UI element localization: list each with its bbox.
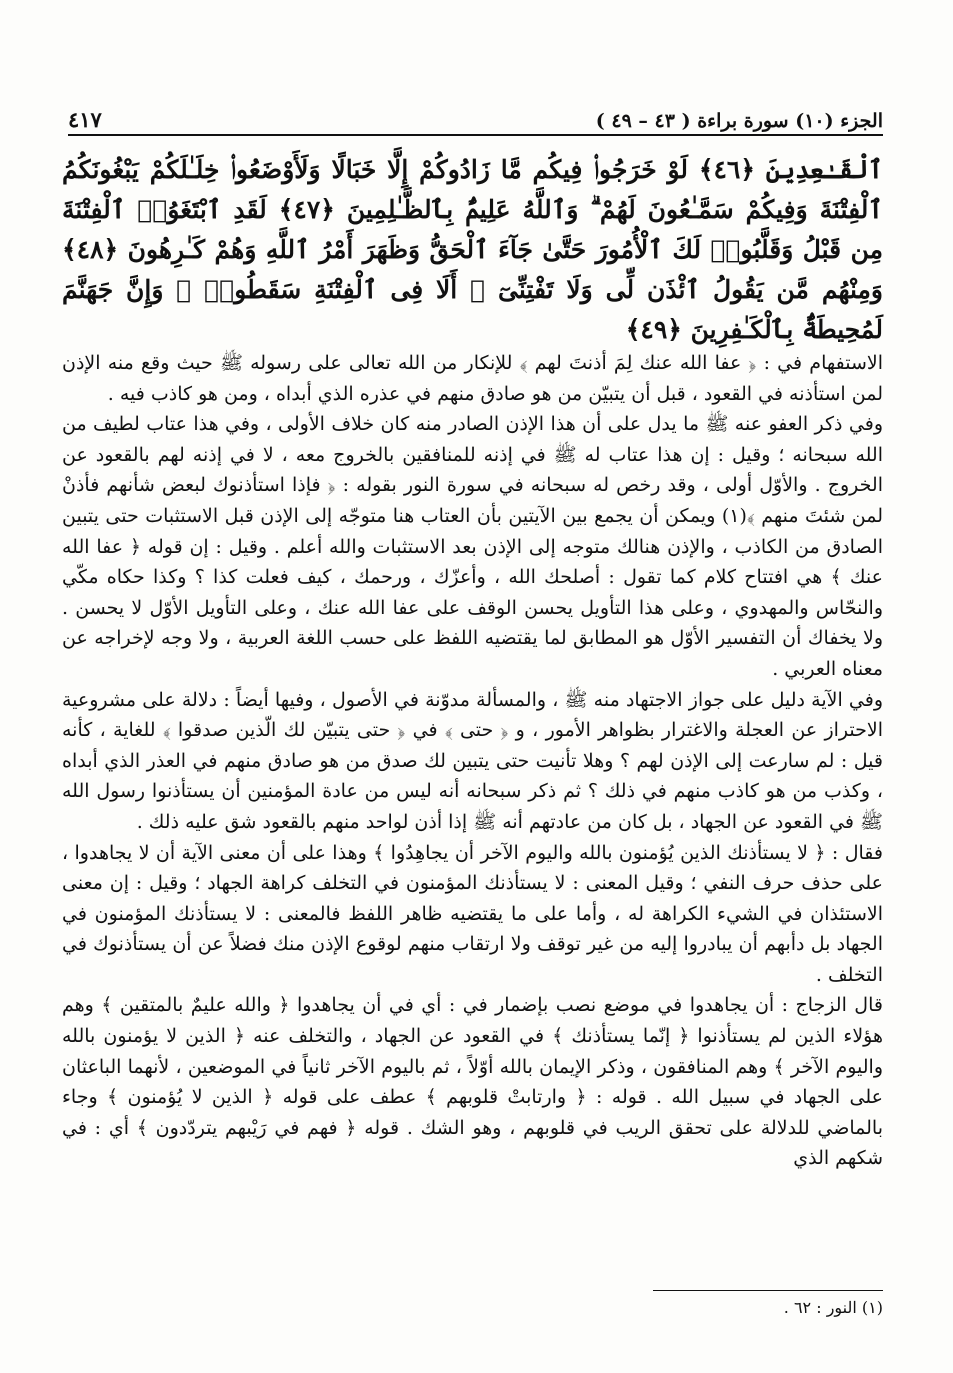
page-header	[68, 98, 883, 132]
commentary-paragraph: قال الزجاج : أن يجاهدوا في موضع نصب بإضمار في : أي في أن يجاهدوا ﴿ والله عليمٌ بالمتقين ﴾ وهم هؤلاء الذين لم يستأذنوا ﴿ إنّما يستأذنك ﴾ في القعود عن الجهاد ، والتخلف عنه ﴿ الذين لا يؤمنون بالله واليوم الآخر ﴾ وهم المنافقون ، وذكر الإيمان بالله أوّلاً ، ثم باليوم الآخر ثانياً في الموضعين ، لأنهما الباعثان على الجهاد في سبيل الله . قوله : ﴿ وارتابتْ قلوبهم ﴾ عطف على قوله ﴿ الذين لا يُؤمنون ﴾ وجاء بالماضي للدلالة على تحقق الريب في قلوبهم ، وهو الشك . قوله ﴿ فهم في رَيْبهم يتردّدون ﴾ أي : في شكهم الذي	[62, 994, 883, 1170]
commentary-paragraph: وفي ذكر العفو عنه ﷺ ما يدل على أن هذا الإذن الصادر منه كان خلاف الأولى ، وفي هذا عتاب لطيف من الله سبحانه ؛ وقيل : إن هذا عتاب له ﷺ في إذنه للمنافقين بالخروج معه ، لا في إذنه لهم بالقعود عن الخروج . والأوّل أولى ، وقد رخص له سبحانه في سورة النور بقوله : ﴿ فإذا استأذنوك لبعض شأنهم فأذنْ لمن شئتَ منهم ﴾(١) ويمكن أن يجمع بين الآيتين بأن العتاب هنا متوجّه إلى الإذن قبل الاستثبات حتى يتبين الصادق من الكاذب ، والإذن هنالك متوجه إلى الإذن بعد الاستثبات والله أعلم . وقيل : إن قوله ﴿ عفا الله عنك ﴾ هي افتتاح كلام كما تقول : أصلحك الله ، وأعزّك ، ورحمك ، كيف فعلت كذا ؟ وكذا حكاه مكّي والنحّاس والمهدوي ، وعلى هذا التأويل يحسن الوقف على عفا الله عنك ، وعلى التأويل الأوّل لا يحسن . ولا يخفاك أن التفسير الأوّل هو المطابق لما يقتضيه اللفظ على حسب اللغة العربية ، ولا وجه لإخراجه عن معناه العربي .	[62, 413, 883, 680]
running-head: الجزء (١٠) سورة براءة ( ٤٣ – ٤٩ )	[595, 110, 883, 132]
footnote-divider	[653, 1290, 883, 1291]
commentary-paragraph: فقال : ﴿ لا يستأذنك الذين يُؤمنون بالله واليوم الآخر أن يجاهِدُوا ﴾ وهذا على أن معنى الآية أن لا يجاهدوا ، على حذف حرف النفي ؛ وقيل المعنى : لا يستأذنك المؤمنون في التخلف كراهة الجهاد ؛ وقيل : إن معنى الاستئذان في الشيء الكراهة له ، وأما على ما يقتضيه ظاهر اللفظ فالمعنى : لا يستأذنك المؤمنون في الجهاد بل دأبهم أن يبادروا إليه من غير توقف ولا ارتقاب منهم لوقوع الإذن منك فضلاً عن أن يستأذنوك في التخلف .	[62, 841, 883, 986]
header-divider	[68, 134, 883, 136]
footnote: (١) النور : ٦٢ .	[783, 1298, 883, 1317]
quran-verses: ٱلْقَـٰعِدِينَ ﴿٤٦﴾ لَوْ خَرَجُوا۟ فِيكُم مَّا زَادُوكُمْ إِلَّا خَبَالًا وَلَأَوْضَعُوا۟ خِلَـٰلَكُمْ يَبْغُونَكُمُ ٱلْفِتْنَةَ وَفِيكُمْ سَمَّـٰعُونَ لَهُمْ ۗ وَٱللَّهُ عَلِيمٌۢ بِٱلظَّـٰلِمِينَ ﴿٤٧﴾ لَقَدِ ٱبْتَغَوُا۟ ٱلْفِتْنَةَ مِن قَبْلُ وَقَلَّبُوا۟ لَكَ ٱلْأُمُورَ حَتَّىٰ جَآءَ ٱلْحَقُّ وَظَهَرَ أَمْرُ ٱللَّهِ وَهُمْ كَـٰرِهُونَ ﴿٤٨﴾ وَمِنْهُم مَّن يَقُولُ ٱئْذَن لِّى وَلَا تَفْتِنِّىٓ ۚ أَلَا فِى ٱلْفِتْنَةِ سَقَطُوا۟ ۗ وَإِنَّ جَهَنَّمَ لَمُحِيطَةٌۢ بِٱلْكَـٰفِرِينَ ﴿٤٩﴾	[62, 155, 884, 344]
commentary-paragraph: وفي الآية دليل على جواز الاجتهاد منه ﷺ ، والمسألة مدوّنة في الأصول ، وفيها أيضاً : دلالة على مشروعية الاحتراز عن العجلة والاغترار بظواهر الأمور ، و ﴿ حتى ﴾ في ﴿ حتى يتبيّن لك الّذين صدقوا ﴾ للغاية ، كأنه قيل : لم سارعت إلى الإذن لهم ؟ وهلا تأنيت حتى يتبين لك صدق من هو صادق منهم في العذر الذي أبداه ، وكذب من هو كاذب منهم في ذلك ؟ ثم ذكر سبحانه أنه ليس من عادة المؤمنين أن يستأذنوا رسول الله ﷺ في القعود عن الجهاد ، بل كان من عادتهم أنه ﷺ إذا أذن لواحد منهم بالقعود شق عليه ذلك .	[62, 688, 883, 833]
commentary-body	[62, 348, 883, 1174]
commentary-paragraph: الاستفهام في : ﴿ عفا الله عنك لِمَ أذنتَ لهم ﴾ للإنكار من الله تعالى على رسوله ﷺ حيث وقع منه الإذن لمن استأذنه في القعود ، قبل أن يتبيّن من هو صادق منهم في عذره الذي أبداه ، ومن هو كاذب فيه .	[62, 352, 883, 405]
page-number: ٤١٧	[68, 107, 102, 132]
